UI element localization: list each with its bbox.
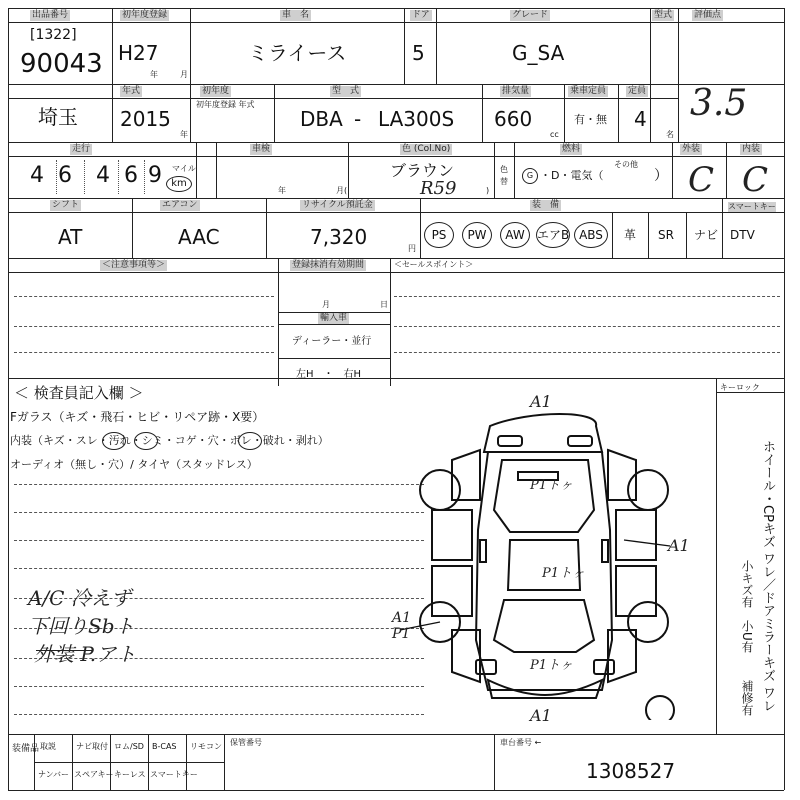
color-code-label: 色 替 [500, 165, 508, 186]
door-label: ドア [412, 10, 430, 20]
side-text-small-scratch: 小キズ有 [740, 560, 754, 608]
interior-score: C [742, 160, 769, 200]
mileage-unit-km: km [166, 176, 192, 192]
interior-mark-circle [102, 432, 126, 450]
month-unit: 月 [180, 70, 188, 79]
equipment-ps: PS [424, 222, 454, 248]
rear-door-left [432, 566, 472, 616]
exterior-label: 外装 [682, 144, 701, 154]
headlight-right [568, 436, 592, 446]
front-door-right [616, 510, 656, 560]
color-code: R59 [420, 178, 457, 199]
lot-number: 90043 [20, 49, 103, 79]
equipment-abs: ABS [574, 222, 608, 248]
smartkey-label: スマートキー [728, 202, 776, 211]
front-fender-left [452, 450, 480, 500]
front-fender-right [608, 450, 636, 500]
inspector-windshield: Fガラス（キズ・飛石・ヒビ・リペア跡・X要） [10, 410, 265, 424]
door-count: 5 [412, 41, 425, 65]
fuel-selected-circle: G [522, 168, 538, 184]
displacement-unit: cc [550, 130, 559, 139]
registration-label: 登録抹消有効期間 [292, 260, 365, 270]
mileage-unit-miles: マイル [172, 164, 196, 173]
side-text-wheel: ホイール・CPキズ ワレ／ドアミラーキズ ワレ [760, 440, 775, 713]
footer-equipment-label: 装備品 [12, 744, 40, 754]
car-name-label: 車 名 [282, 10, 310, 20]
inspector-note: 下回りSbト [28, 614, 135, 638]
fuel-other-label: その他 [614, 160, 638, 169]
recycle-fee: 7,320 [310, 225, 368, 249]
year-unit: 年 [150, 70, 158, 79]
model-year-unit: 年 [180, 130, 188, 139]
rear-door-right [616, 566, 656, 616]
fuel-options: ・D・電気（ [540, 169, 604, 182]
region: 埼玉 [38, 105, 78, 129]
equipment-aw: AW [500, 222, 530, 248]
mileage-digit: 4 [30, 163, 50, 188]
seats-label: 定員 [628, 86, 647, 96]
car-name: ミライース [248, 41, 347, 65]
caution-label: ＜注意事項等＞ [102, 260, 166, 270]
inspector-note: A/C 冷えず [28, 586, 131, 610]
score-value: 3.5 [690, 83, 748, 124]
footer-item: ナビ取付 [76, 742, 108, 751]
interior-label: 内装 [742, 144, 761, 154]
equipment-airbag: エアB [536, 222, 570, 248]
lot-number-label: 出品番号 [32, 10, 69, 20]
model-code: LA300S [378, 107, 455, 131]
inspection-label: 車検 [252, 144, 271, 154]
model-dash: - [354, 107, 362, 131]
grade-label: グレード [512, 10, 549, 20]
footer-item: ロム/SD [114, 742, 144, 751]
inspector-audio-tire: オーディオ（無し・穴）/ タイヤ（スタッドレス） [10, 458, 258, 471]
first-reg-label: 初年度 [202, 86, 230, 96]
rear-glass-shape [494, 600, 594, 652]
aircon-value: AAC [178, 225, 220, 249]
era-year: H27 [118, 41, 159, 65]
mileage-digit: 4 [96, 163, 116, 188]
interior-mark-circle [238, 432, 262, 450]
footer-item: 取説 [40, 742, 56, 751]
equipment-leather: 革 [624, 228, 637, 242]
shift-label: シフト [52, 200, 80, 210]
wheel-front-left [420, 470, 460, 510]
color-name: ブラウン [390, 161, 455, 180]
equipment-pw: PW [462, 222, 492, 248]
mileage-digit: 6 [124, 163, 144, 188]
first-registration-label: 初年度登録 [122, 10, 168, 20]
damage-mark-rear: A1 [530, 706, 552, 725]
footer-item: リモコン [190, 742, 222, 751]
damage-pointer [624, 540, 670, 546]
footer-item: ナンバー [38, 770, 70, 779]
wheel-rear-right [628, 602, 668, 642]
steering-choice: 左H ・ 右H [296, 369, 362, 380]
fuel-label: 燃料 [562, 144, 581, 154]
damage-note-rear: P1トヶ [530, 658, 574, 673]
footer-item: B-CAS [152, 742, 177, 751]
model-prefix: DBA [300, 107, 343, 131]
mileage-label: 走行 [72, 144, 91, 154]
key-lock-label: キーロック [720, 383, 760, 392]
displacement: 660 [494, 107, 533, 131]
interior-mark-circle [134, 432, 158, 450]
side-text-small-dent: 小U有 [740, 620, 754, 653]
exterior-score: C [688, 160, 715, 200]
registration-month: 月 [322, 300, 330, 309]
spare-wheel [646, 696, 674, 720]
damage-note-center: P1トヶ [542, 566, 586, 581]
import-label: 輸入車 [320, 313, 348, 323]
equipment-sunroof: SR [658, 228, 674, 242]
damage-mark-front: A1 [530, 392, 552, 411]
model-code-label: 型 式 [332, 86, 360, 96]
equipment-navi: ナビ [694, 228, 719, 242]
chassis-number-label: 車台番号 ← [500, 738, 542, 747]
taillight-right [594, 660, 614, 674]
mileage-digit: 6 [58, 163, 78, 188]
ac-label: 乗車定員 [570, 86, 607, 96]
sales-point-label: ＜セールスポイント＞ [394, 260, 474, 269]
color-label: 色 (Col.No) [402, 144, 451, 154]
recycle-unit: 円 [408, 244, 416, 253]
storage-number-label: 保管番号 [230, 738, 262, 747]
equipment-dtv: DTV [730, 228, 755, 242]
aircon-label: エアコン [162, 200, 198, 210]
type-label: 型式 [654, 10, 673, 20]
inspector-title: ＜ 検査員記入欄 ＞ [14, 384, 144, 402]
footer-item: スペアキー [74, 770, 114, 779]
inspector-interior: 内装（キズ・スレ・汚れ・シミ・コゲ・穴・ボレ・破れ・剥れ） [10, 434, 329, 447]
fuel-close: ） [654, 168, 668, 184]
inspector-note: 外装 P.アト [34, 642, 137, 666]
mileage-digit: 9 [148, 163, 168, 188]
inspection-year-unit: 年 [278, 186, 286, 195]
equipment-label: 装 備 [532, 200, 560, 210]
footer-item: スマートキー [150, 770, 198, 779]
inspection-month-unit: 月( [336, 186, 348, 195]
first-reg-note: 初年度登録 年式 [196, 100, 255, 109]
registration-day: 日 [380, 300, 388, 309]
grade-value: G_SA [512, 41, 565, 65]
headlight-left [498, 436, 522, 446]
front-door-left [432, 510, 472, 560]
damage-mark-left: A1 [392, 610, 412, 626]
hood-shape [494, 460, 594, 532]
model-year: 2015 [120, 107, 171, 131]
score-label: 評価点 [694, 10, 722, 20]
damage-mark-right: A1 [668, 536, 690, 555]
mirror-left [480, 540, 486, 562]
damage-note-front: P1トヶ [530, 478, 574, 493]
seats-unit: 名 [666, 130, 674, 139]
lot-prefix: [1322] [30, 27, 77, 43]
dealer-choice: ディーラー・並行 [292, 336, 372, 347]
ac-choice: 有・無 [574, 113, 607, 126]
color-close: ) [486, 186, 490, 195]
shift-value: AT [58, 225, 83, 249]
footer-item: キーレス [114, 770, 146, 779]
side-text-repair: 補修有 [740, 680, 754, 716]
mirror-right [602, 540, 608, 562]
seats: 4 [634, 107, 647, 131]
recycle-label: リサイクル預託金 [302, 200, 373, 210]
displacement-label: 排気量 [502, 86, 530, 96]
damage-mark-left-p: P1 [392, 626, 411, 642]
model-year-label: 年式 [122, 86, 141, 96]
chassis-number: 1308527 [586, 759, 676, 783]
wheel-front-right [628, 470, 668, 510]
